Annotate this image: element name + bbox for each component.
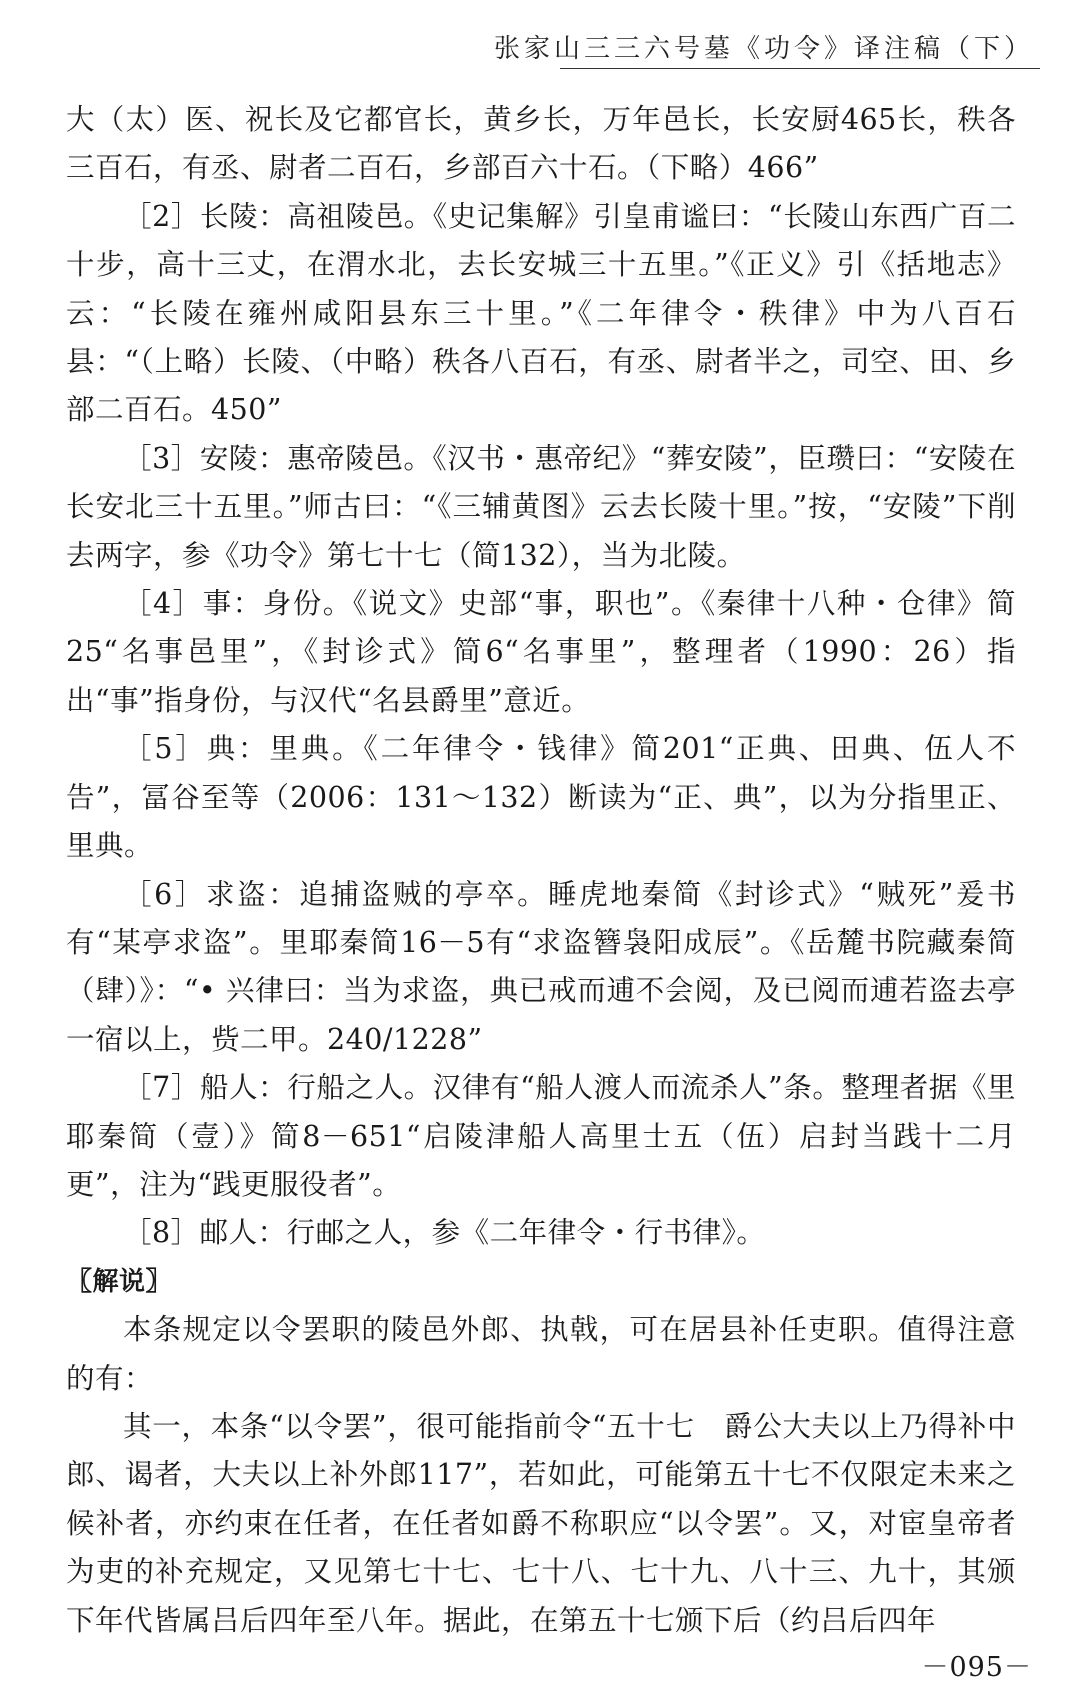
header-rule — [560, 68, 1040, 69]
main-text — [66, 96, 1016, 1645]
note-6: ［6］求盗：追捕盗贼的亭卒。睡虎地秦简《封诊式》“贼死”爰书有“某亭求盗”。里耶秦简16－5有“求盗簪袅阳成辰”。《岳麓书院藏秦简（肆）》：“• 兴律曰：当为求盗，典已戒而逋不会阅，及已阅而逋若盗去亭一宿以上，赀二甲。240/1228” — [66, 877, 1016, 1056]
note-3: ［3］安陵：惠帝陵邑。《汉书・惠帝纪》“葬安陵”，臣瓒曰：“安陵在长安北三十五里。”师古曰：“《三辅黄图》云去长陵十里。”按，“安陵”下削去两字，参《功令》第七十七（简132），当为北陵。 — [66, 441, 1016, 572]
note-5: ［5］典：里典。《二年律令・钱律》简201“正典、田典、伍人不告”，冨谷至等（2006：131～132）断读为“正、典”，以为分指里正、里典。 — [66, 732, 1016, 863]
page-number: －095－ — [921, 1652, 1032, 1683]
note-8: ［8］邮人：行邮之人，参《二年律令・行书律》。 — [123, 1216, 766, 1250]
explanation-paragraph-1: 本条规定以令罢职的陵邑外郎、执戟，可在居县补任吏职。值得注意的有： — [66, 1313, 1016, 1395]
explanation-paragraph-2: 其一，本条“以令罢”，很可能指前令“五十七 爵公大夫以上乃得补中郎、谒者，大夫以上补外郎117”，若如此，可能第五十七不仅限定未来之候补者，亦约束在任者，在任者如爵不称职应“以令罢”。又，对宦皇帝者为吏的补充规定，又见第七十七、七十八、七十九、八十三、九十，其颁下年代皆属吕后四年至八年。据此，在第五十七颁下后（约吕后四年 — [66, 1409, 1016, 1637]
note-4: ［4］事：身份。《说文》史部“事，职也”。《秦律十八种・仓律》简25“名事邑里”，《封诊式》简6“名事里”，整理者（1990：26）指出“事”指身份，与汉代“名县爵里”意近。 — [66, 587, 1016, 717]
running-head: 张家山三三六号墓《功令》译注稿（下） — [493, 34, 1034, 64]
section-heading: 〖解说〗 — [66, 1266, 173, 1297]
note-2: ［2］长陵：高祖陵邑。《史记集解》引皇甫谧曰：“长陵山东西广百二十步，高十三丈，在渭水北，去长安城三十五里。”《正义》引《括地志》云：“长陵在雍州咸阳县东三十里。”《二年律令・秩律》中为八百石县：“（上略）长陵、（中略）秩各八百石，有丞、尉者半之，司空、田、乡部二百石。450” — [66, 199, 1016, 427]
note-7: ［7］船人：行船之人。汉律有“船人渡人而流杀人”条。整理者据《里耶秦简（壹）》简8－651“启陵津船人高里士五（伍）启封当践十二月更”，注为“践更服役者”。 — [66, 1071, 1016, 1201]
paragraph-continuation: 大（太）医、祝长及它都官长，黄乡长，万年邑长，长安厨465长，秩各三百石，有丞、尉者二百石，乡部百六十石。（下略）466” — [66, 103, 1016, 185]
